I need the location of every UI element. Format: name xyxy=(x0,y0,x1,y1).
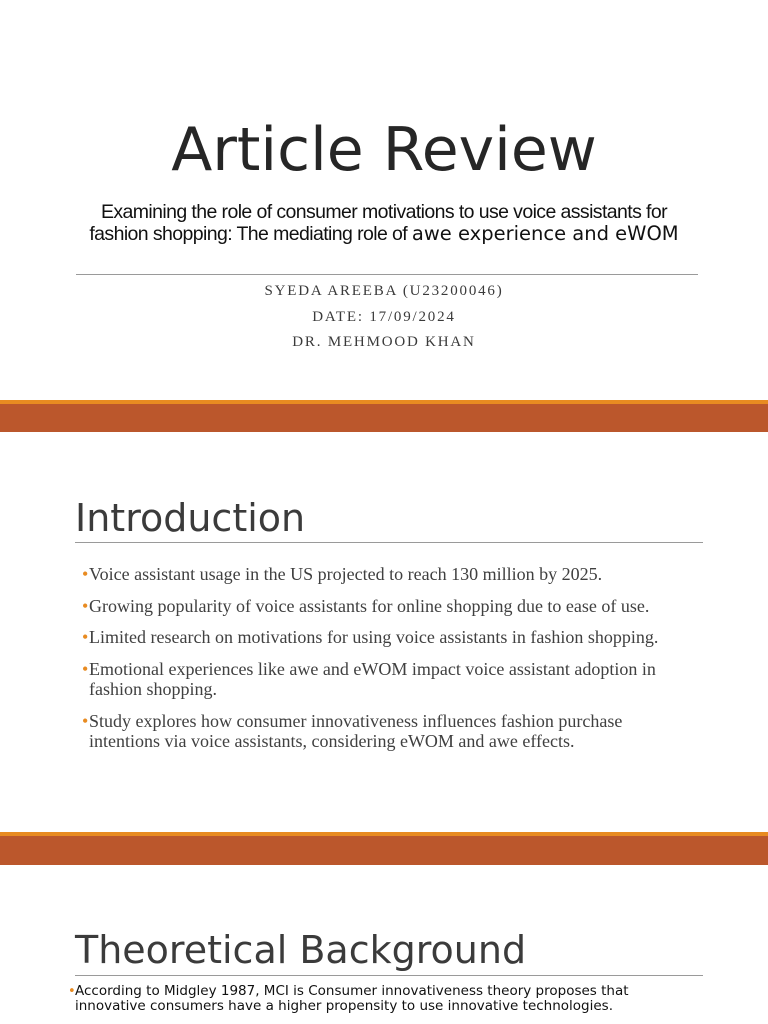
theoretical-background-slide xyxy=(0,865,768,1024)
slide-separator xyxy=(0,400,768,432)
supervisor-line: DR. MEHMOOD KHAN xyxy=(292,334,476,350)
section-divider xyxy=(75,975,703,976)
list-item xyxy=(82,627,682,648)
bullet-icon: • xyxy=(82,595,89,616)
slide-subtitle xyxy=(70,201,698,245)
list-item-text: Limited research on motivations for using voice assistants in fashion shopping. xyxy=(89,627,659,647)
list-item-text: Growing popularity of voice assistants for online shopping due to ease of use. xyxy=(89,595,650,616)
bullet-icon: • xyxy=(82,658,89,679)
introduction-slide xyxy=(0,432,768,832)
title-slide xyxy=(0,0,768,400)
section-title: Introduction xyxy=(75,496,306,540)
list-item-text: Emotional experiences like awe and eWOM impact voice assistant adoption in fashion shopping. xyxy=(89,658,656,699)
bullet-icon: • xyxy=(82,564,89,584)
list-item-text: According to Midgley 1987, MCI is Consumer innovativeness theory proposes that innovative consumers have a higher propensity to use innovative technologies. xyxy=(75,983,629,1014)
list-item xyxy=(68,984,698,1014)
bullet-list xyxy=(82,564,682,763)
slide-separator xyxy=(0,832,768,865)
subtitle-text-emphasis: awe experience and eWOM xyxy=(411,222,679,245)
list-item-text: Study explores how consumer innovativeness influences fashion purchase intentions via voice assistants, considering eWOM and awe effects. xyxy=(89,710,623,751)
bullet-list xyxy=(68,984,698,1014)
bullet-icon: • xyxy=(82,710,89,731)
list-item xyxy=(82,659,682,700)
bullet-icon: • xyxy=(68,984,76,999)
date-line: DATE: 17/09/2024 xyxy=(312,309,456,325)
bullet-icon: • xyxy=(82,627,89,647)
author-line: SYEDA AREEBA (U23200046) xyxy=(264,283,504,299)
list-item xyxy=(82,711,682,752)
title-divider xyxy=(76,274,698,275)
list-item xyxy=(82,596,682,617)
list-item xyxy=(82,564,682,585)
section-title: Theoretical Background xyxy=(75,928,527,972)
subtitle-text: Examining the role of consumer motivations to use voice assistants for fashion shopping: The mediating role of xyxy=(89,201,668,245)
slide-title: Article Review xyxy=(171,115,597,185)
section-divider xyxy=(75,542,703,543)
list-item-text: Voice assistant usage in the US projected to reach 130 million by 2025. xyxy=(89,564,603,584)
